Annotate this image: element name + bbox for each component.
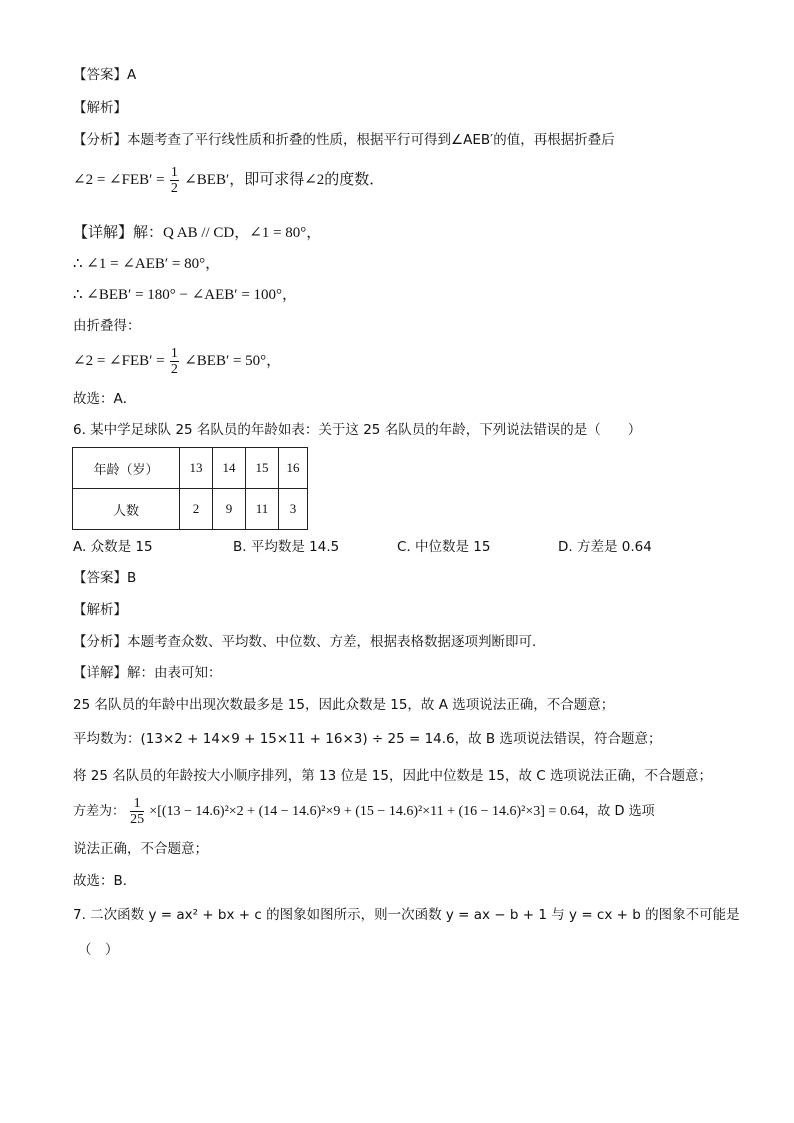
q6-choose: 故选：B． <box>73 873 137 889</box>
table-cell: 15 <box>246 448 279 489</box>
q6-fenxi: 【分析】本题考查众数、平均数、中位数、方差，根据表格数据逐项判断即可． <box>73 634 546 650</box>
table-cell: 16 <box>279 448 308 489</box>
fraction-numerator: 1 <box>130 796 144 812</box>
fraction-numerator: 1 <box>170 345 178 361</box>
fenxi-eq-right: ∠BEB′，即可求得∠2的度数． <box>184 172 385 188</box>
q5-detail-3: ∴ ∠BEB′ = 180° − ∠AEB′ = 100°， <box>73 287 298 303</box>
q6-detail-1: 【详解】解：由表可知： <box>73 665 222 681</box>
table-header-age: 年龄（岁） <box>73 448 180 489</box>
q6-detail-4: 将 25 名队员的年龄按大小顺序排列，第 13 位是 15，因此中位数是 15，故 C 选项说法正确，不合题意； <box>73 768 712 784</box>
table-cell: 14 <box>213 448 246 489</box>
fraction-denominator: 25 <box>130 812 145 827</box>
detail-eq-left: ∠2 = ∠FEB′ = <box>73 353 165 369</box>
table-row-count <box>73 489 308 530</box>
table-cell: 13 <box>180 448 213 489</box>
q5-detail-4: 由折叠得： <box>73 318 141 334</box>
table-cell: 11 <box>246 489 279 530</box>
table-cell: 2 <box>180 489 213 530</box>
fraction-denominator: 2 <box>170 180 178 196</box>
q5-fenxi-line2 <box>73 164 384 196</box>
variance-expression: ×[(13 − 14.6)²×2 + (14 − 14.6)²×9 + (15 − 14.6)²×11 + (16 − 14.6)²×3] = 0.64 <box>149 804 585 819</box>
answer-tag: 【答案】 <box>73 67 127 83</box>
q6-analysis-tag: 【解析】 <box>73 602 127 618</box>
q6-question: 6. 某中学足球队 25 名队员的年龄如表：关于这 25 名队员的年龄，下列说法错误的是（ ） <box>73 422 642 438</box>
detail-eq-right: ∠BEB′ = 50°， <box>184 353 282 369</box>
option-b: B. 平均数是 14.5 <box>233 539 340 555</box>
variance-tail: ，故 D 选项 <box>584 804 655 819</box>
variance-label: 方差为： <box>73 804 126 819</box>
option-c: C. 中位数是 15 <box>397 539 491 555</box>
q5-analysis-tag: 【解析】 <box>73 100 127 116</box>
q5-answer-line <box>73 66 136 84</box>
table-cell: 3 <box>279 489 308 530</box>
answer-value: A <box>127 67 137 83</box>
fraction-denominator: 2 <box>170 361 178 377</box>
fraction-numerator: 1 <box>170 164 178 180</box>
fraction-one-half <box>170 165 179 196</box>
option-a: A. 众数是 15 <box>73 539 153 555</box>
q5-choose: 故选：A． <box>73 391 137 407</box>
table-header-count: 人数 <box>73 489 180 530</box>
q6-variance-line <box>73 795 655 829</box>
q6-detail-2: 25 名队员的年龄中出现次数最多是 15，因此众数是 15，故 A 选项说法正确，不合题意； <box>73 697 615 713</box>
q5-detail-1: 【详解】解：Q AB // CD，∠1 = 80°， <box>73 225 322 241</box>
answer-value: B <box>127 570 137 586</box>
q6-detail-3: 平均数为：(13×2 + 14×9 + 15×11 + 16×3) ÷ 25 = 14.6，故 B 选项说法错误，符合题意； <box>73 731 662 747</box>
q6-answer-line <box>73 569 136 587</box>
q7-paren: （ ） <box>78 942 119 958</box>
fenxi-eq-left: ∠2 = ∠FEB′ = <box>73 172 165 188</box>
table-row-age <box>73 448 308 489</box>
age-table <box>72 447 308 530</box>
fraction-one-twentyfifth <box>130 796 144 827</box>
q5-detail-2: ∴ ∠1 = ∠AEB′ = 80°， <box>73 256 221 272</box>
q6-detail-6: 说法正确，不合题意； <box>73 841 208 857</box>
q7-question: 7. 二次函数 y = ax² + bx + c 的图象如图所示，则一次函数 y = ax − b + 1 与 y = cx + b 的图象不可能是 <box>73 907 740 923</box>
q5-detail-5 <box>73 345 281 377</box>
q5-fenxi: 【分析】本题考查了平行线性质和折叠的性质，根据平行可得到∠AEB′的值，再根据折叠后 <box>73 132 615 148</box>
option-d: D. 方差是 0.64 <box>558 539 652 555</box>
answer-tag: 【答案】 <box>73 570 127 586</box>
fraction-one-half <box>170 346 179 377</box>
table-cell: 9 <box>213 489 246 530</box>
